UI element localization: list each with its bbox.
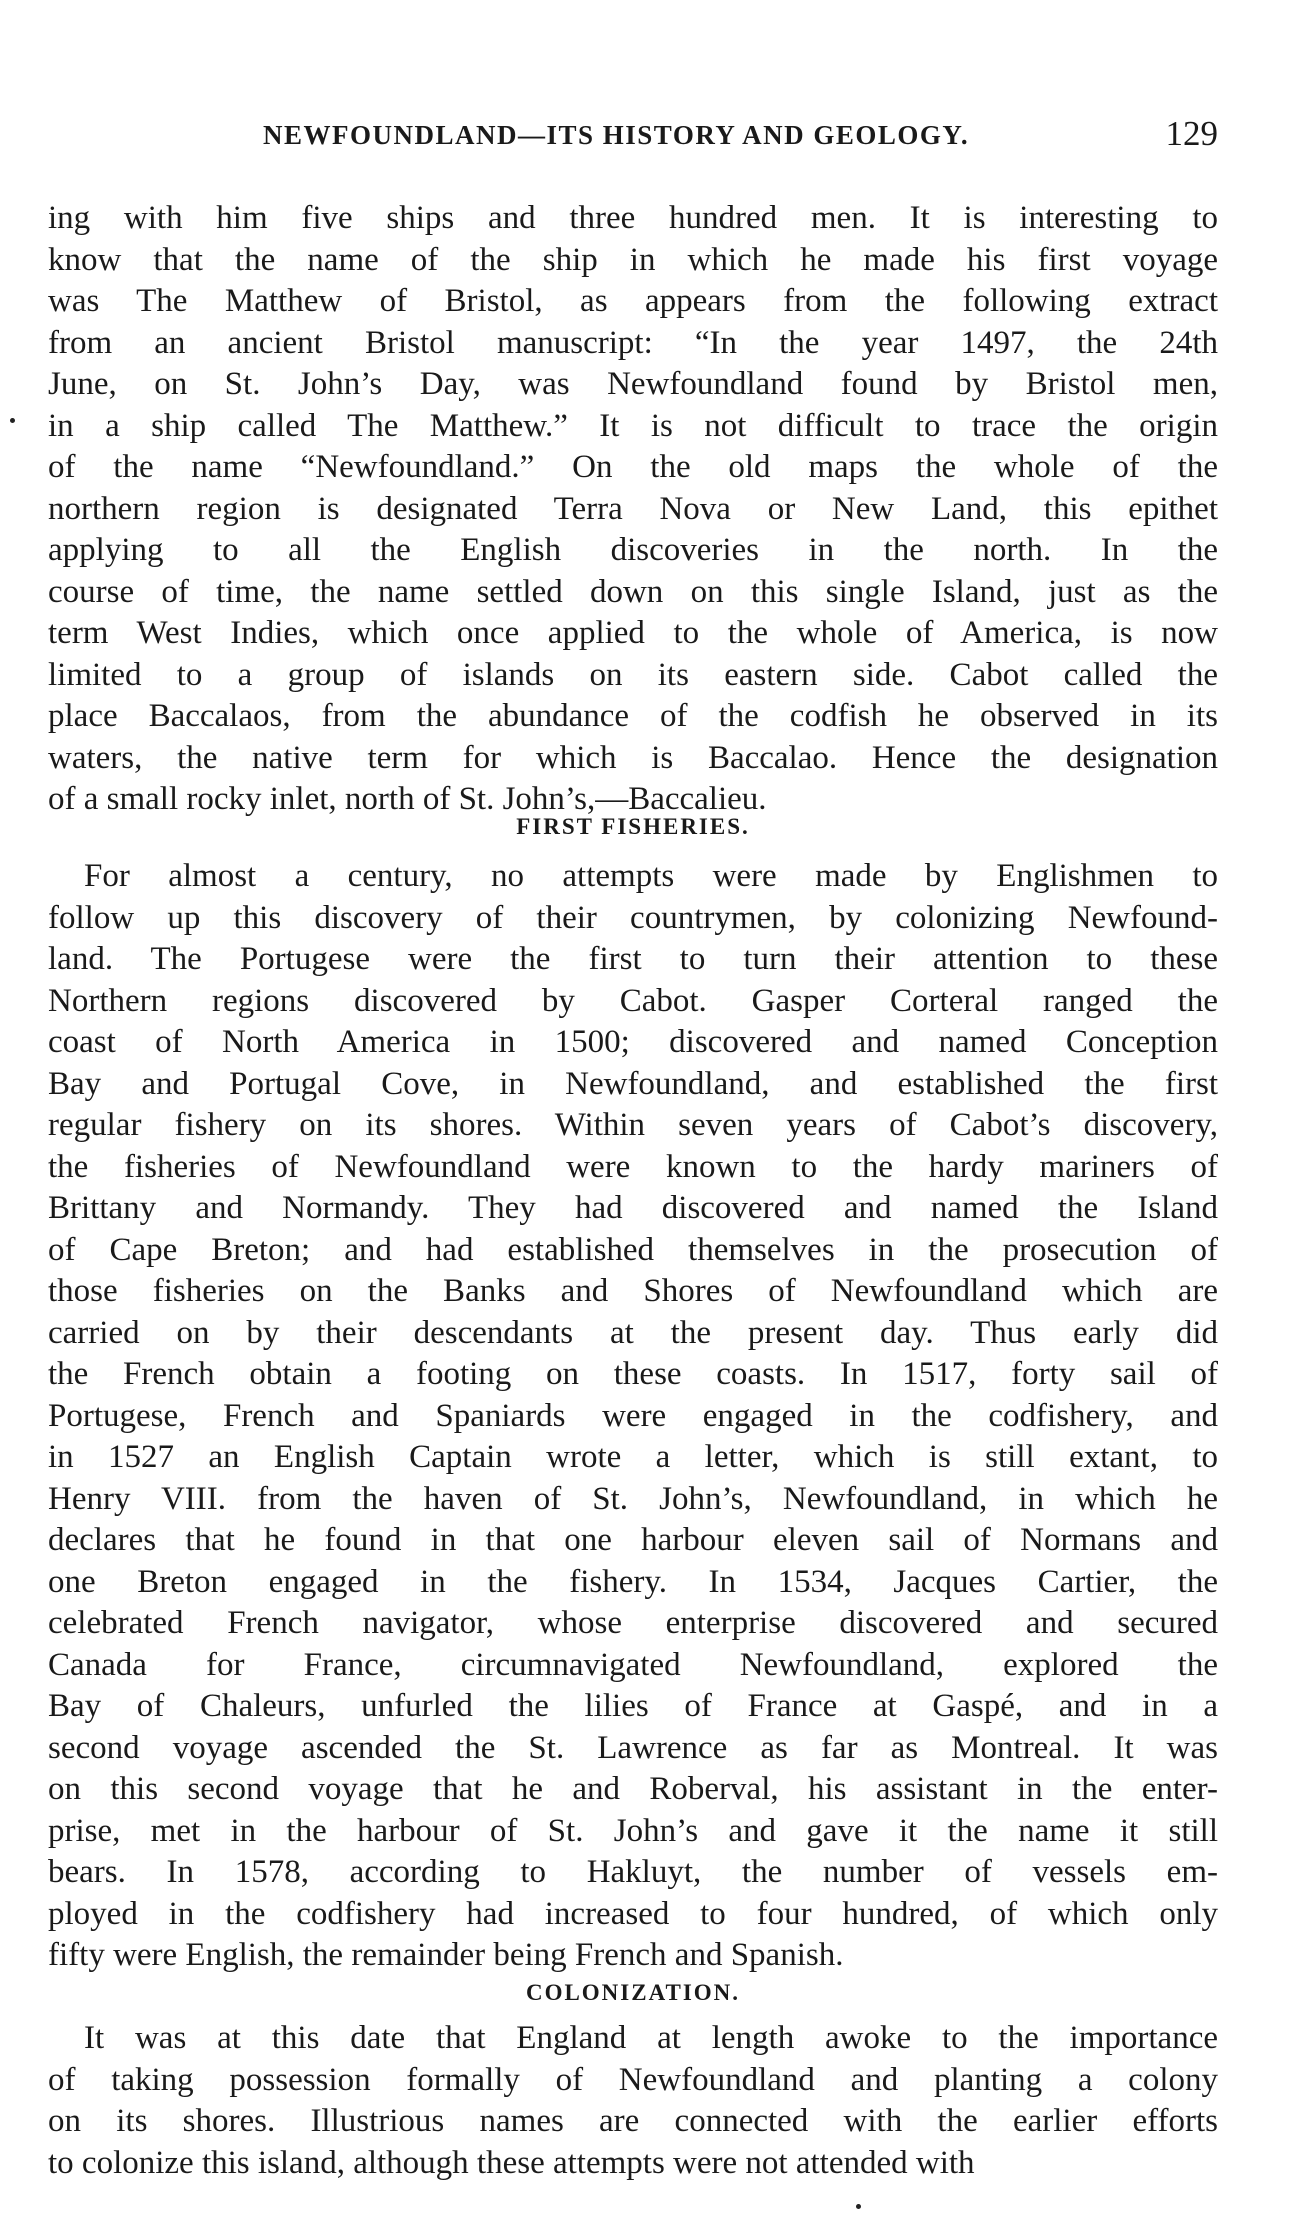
section-heading-colonization: COLONIZATION. (525, 1980, 741, 2005)
text-line: applying to all the English discoveries in the north. In the (48, 532, 1218, 568)
text-line: regular fishery on its shores. Within seven years of Cabot’s discovery, (48, 1107, 1218, 1143)
book-page (48, 0, 1218, 2222)
text-line: course of time, the name settled down on this single Island, just as the (48, 573, 1218, 610)
text-line: place Baccalaos, from the abundance of the codfish he observed in its (48, 698, 1218, 734)
text-line: in 1527 an English Captain wrote a letter, which is still extant, to (48, 1439, 1218, 1475)
running-title: NEWFOUNDLAND—ITS HISTORY AND GEOLOGY. (263, 120, 970, 150)
text-line: June, on St. John’s Day, was Newfoundland found by Bristol men, (48, 366, 1218, 402)
text-line: of the name “Newfoundland.” On the old maps the whole of the (48, 449, 1218, 485)
text-line: ployed in the codfishery had increased to four hundred, of which only (48, 1895, 1218, 1932)
text-line: was The Matthew of Bristol, as appears from the following extract (48, 283, 1218, 319)
text-line: from an ancient Bristol manuscript: “In the year 1497, the 24th (48, 324, 1218, 361)
text-line: northern region is designated Terra Nova or New Land, this epithet (48, 490, 1218, 527)
page-number: 129 (1165, 114, 1218, 153)
text-line: Bay and Portugal Cove, in Newfoundland, and established the first (48, 1065, 1218, 1102)
text-line: carried on by their descendants at the present day. Thus early did (48, 1314, 1218, 1351)
section-heading-first-fisheries: FIRST FISHERIES. (516, 814, 750, 839)
text-line: in a ship called The Matthew.” It is not difficult to trace the origin (48, 407, 1218, 444)
text-line: celebrated French navigator, whose enterprise discovered and secured (48, 1605, 1218, 1641)
text-line: waters, the native term for which is Baccalao. Hence the designation (48, 739, 1218, 776)
text-line: fifty were English, the remainder being French and Spanish. (48, 1937, 844, 1973)
text-line: know that the name of the ship in which he made his first voyage (48, 241, 1218, 278)
margin-speck (10, 418, 15, 423)
paragraph-colonization (48, 2018, 1218, 2184)
text-line: ing with him five ships and three hundred men. It is interesting to (48, 200, 1218, 236)
text-line: those fisheries on the Banks and Shores of Newfoundland which are (48, 1273, 1218, 1309)
text-line: the French obtain a footing on these coasts. In 1517, forty sail of (48, 1356, 1218, 1392)
text-line: to colonize this island, although these attempts were not attended with (48, 2144, 975, 2181)
text-line: Portugese, French and Spaniards were engaged in the codfishery, and (48, 1397, 1218, 1434)
text-line: of a small rocky inlet, north of St. John’s,—Baccalieu. (48, 781, 767, 817)
text-line: It was at this date that England at length awoke to the importance (84, 2020, 1218, 2056)
text-line: Brittany and Normandy. They had discovered and named the Island (48, 1190, 1218, 1226)
text-line: second voyage ascended the St. Lawrence as far as Montreal. It was (48, 1729, 1218, 1766)
paragraph-first-fisheries (48, 856, 1218, 1977)
running-head (48, 114, 1218, 160)
text-line: declares that he found in that one harbour eleven sail of Normans and (48, 1522, 1218, 1558)
text-line: For almost a century, no attempts were made by Englishmen to (84, 858, 1218, 894)
text-line: of Cape Breton; and had established themselves in the prosecution of (48, 1231, 1218, 1268)
text-line: limited to a group of islands on its eastern side. Cabot called the (48, 656, 1218, 693)
text-line: follow up this discovery of their countrymen, by colonizing Newfound- (48, 899, 1218, 936)
text-line: the fisheries of Newfoundland were known to the hardy mariners of (48, 1148, 1218, 1185)
text-line: one Breton engaged in the fishery. In 1534, Jacques Cartier, the (48, 1563, 1218, 1600)
text-line: coast of North America in 1500; discovered and named Conception (48, 1024, 1218, 1060)
paragraph-discovery (48, 198, 1218, 821)
text-line: prise, met in the harbour of St. John’s and gave it the name it still (48, 1812, 1218, 1849)
text-line: term West Indies, which once applied to the whole of America, is now (48, 615, 1218, 651)
text-line: bears. In 1578, according to Hakluyt, the number of vessels em- (48, 1854, 1218, 1890)
bottom-speck (856, 2204, 861, 2209)
text-line: Canada for France, circumnavigated Newfoundland, explored the (48, 1646, 1218, 1683)
text-line: Northern regions discovered by Cabot. Gasper Corteral ranged the (48, 982, 1218, 1019)
text-line: on this second voyage that he and Roberval, his assistant in the enter- (48, 1771, 1218, 1807)
text-line: of taking possession formally of Newfoundland and planting a colony (48, 2061, 1218, 2098)
text-line: on its shores. Illustrious names are connected with the earlier efforts (48, 2103, 1218, 2139)
text-line: land. The Portugese were the first to turn their attention to these (48, 941, 1218, 977)
text-line: Henry VIII. from the haven of St. John’s, Newfoundland, in which he (48, 1480, 1218, 1517)
text-line: Bay of Chaleurs, unfurled the lilies of France at Gaspé, and in a (48, 1688, 1218, 1724)
